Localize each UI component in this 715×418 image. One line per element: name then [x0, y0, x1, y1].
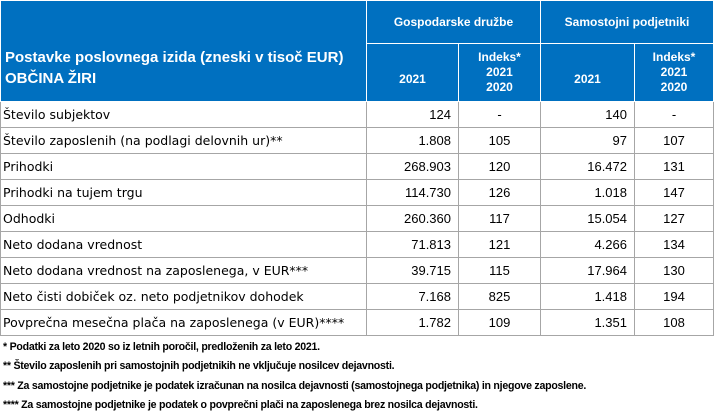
cell-gd-2021: 7.168 — [367, 284, 459, 310]
cell-gd-2021: 71.813 — [367, 232, 459, 258]
cell-gd-2021: 124 — [367, 102, 459, 128]
cell-sp-index: - — [635, 102, 714, 128]
row-label: Neto dodana vrednost na zaposlenega, v EUR*** — [1, 258, 367, 284]
cell-gd-index: 120 — [459, 154, 541, 180]
cell-gd-2021: 114.730 — [367, 180, 459, 206]
cell-gd-index: 105 — [459, 128, 541, 154]
col-header-gd-2021: 2021 — [367, 44, 459, 102]
row-label: Število zaposlenih (na podlagi delovnih ur)** — [1, 128, 367, 154]
row-label: Neto dodana vrednost — [1, 232, 367, 258]
cell-sp-2021: 17.964 — [541, 258, 635, 284]
cell-gd-index: 126 — [459, 180, 541, 206]
row-label: Število subjektov — [1, 102, 367, 128]
cell-gd-index: - — [459, 102, 541, 128]
table-subtitle: OBČINA ŽIRI — [5, 70, 97, 87]
col-header-sp-index: Indeks* 2021 2020 — [635, 44, 714, 102]
cell-gd-2021: 1.782 — [367, 310, 459, 336]
row-label: Odhodki — [1, 206, 367, 232]
table-row — [1, 258, 714, 284]
table-header-row-groups — [1, 1, 714, 44]
cell-gd-2021: 1.808 — [367, 128, 459, 154]
footnote: *** Za samostojne podjetnike je podatek izračunan na nosilca dejavnosti (samostojnega podjetnika) in njegove zaposlene. — [3, 379, 587, 392]
cell-sp-index: 127 — [635, 206, 714, 232]
table-row — [1, 102, 714, 128]
table-title: Postavke poslovnega izida (zneski v tisoč EUR) — [5, 49, 344, 66]
cell-sp-2021: 4.266 — [541, 232, 635, 258]
group-header-companies: Gospodarske družbe — [367, 1, 541, 44]
footnotes — [3, 338, 713, 416]
row-label: Prihodki — [1, 154, 367, 180]
group-header-sole-proprietors: Samostojni podjetniki — [541, 1, 714, 44]
cell-gd-index: 825 — [459, 284, 541, 310]
table-row — [1, 310, 714, 336]
table-row — [1, 206, 714, 232]
table-row — [1, 154, 714, 180]
table-row — [1, 232, 714, 258]
cell-sp-2021: 140 — [541, 102, 635, 128]
row-label: Neto čisti dobiček oz. neto podjetnikov dohodek — [1, 284, 367, 310]
row-label: Povprečna mesečna plača na zaposlenega (v EUR)**** — [1, 310, 367, 336]
cell-sp-index: 134 — [635, 232, 714, 258]
cell-sp-index: 108 — [635, 310, 714, 336]
cell-gd-2021: 39.715 — [367, 258, 459, 284]
cell-sp-index: 107 — [635, 128, 714, 154]
cell-sp-index: 194 — [635, 284, 714, 310]
footnote: **** Za samostojne podjetnike je podatek o povprečni plači na zaposlenega brez nosilca dejavnosti. — [3, 399, 478, 412]
cell-gd-index: 117 — [459, 206, 541, 232]
footnote: ** Število zaposlenih pri samostojnih podjetnikih ne vključuje nosilcev dejavnosti. — [3, 360, 395, 373]
col-header-gd-index: Indeks* 2021 2020 — [459, 44, 541, 102]
cell-sp-2021: 1.351 — [541, 310, 635, 336]
row-label: Prihodki na tujem trgu — [1, 180, 367, 206]
col-header-sp-2021: 2021 — [541, 44, 635, 102]
cell-sp-2021: 1.018 — [541, 180, 635, 206]
cell-gd-2021: 260.360 — [367, 206, 459, 232]
cell-sp-2021: 16.472 — [541, 154, 635, 180]
cell-gd-index: 109 — [459, 310, 541, 336]
cell-sp-index: 147 — [635, 180, 714, 206]
table-row — [1, 180, 714, 206]
cell-gd-index: 121 — [459, 232, 541, 258]
cell-sp-index: 130 — [635, 258, 714, 284]
cell-gd-index: 115 — [459, 258, 541, 284]
cell-sp-index: 131 — [635, 154, 714, 180]
table-row — [1, 128, 714, 154]
cell-sp-2021: 1.418 — [541, 284, 635, 310]
cell-gd-2021: 268.903 — [367, 154, 459, 180]
cell-sp-2021: 15.054 — [541, 206, 635, 232]
cell-sp-2021: 97 — [541, 128, 635, 154]
footnote: * Podatki za leto 2020 so iz letnih poročil, predloženih za leto 2021. — [3, 341, 320, 353]
table-title-cell — [1, 1, 367, 102]
table-row — [1, 284, 714, 310]
